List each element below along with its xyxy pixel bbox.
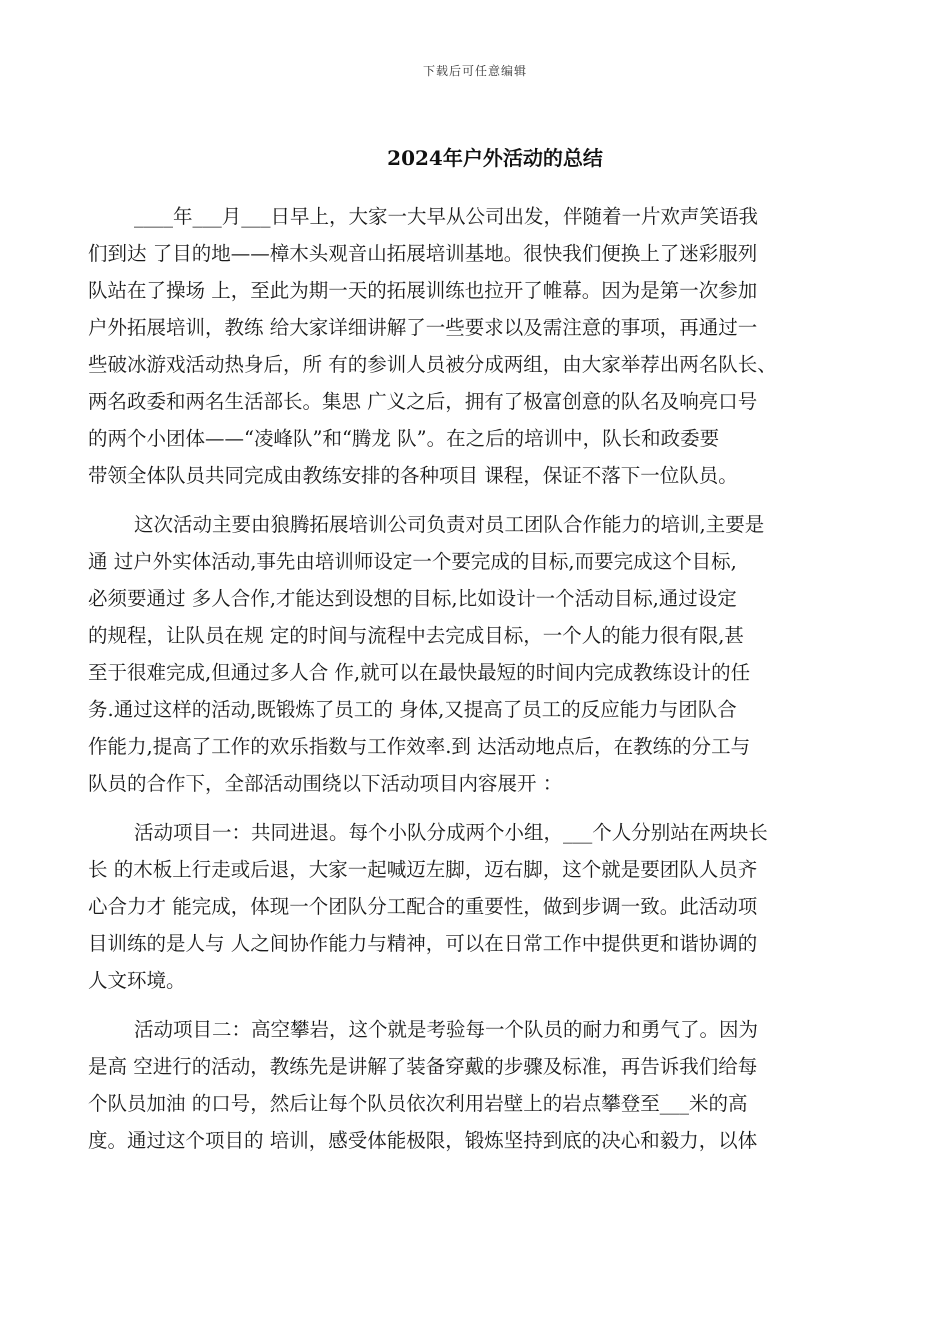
page-header-note: 下载后可任意编辑: [422, 64, 527, 78]
paragraph-line: 队站在了操场 上，至此为期一天的拓展训练也拉开了帷幕。因为是第一次参加: [88, 279, 758, 302]
paragraph-4: [88, 1011, 864, 1159]
paragraph-line: 活动项目二：高空攀岩，这个就是考验每一个队员的耐力和勇气了。因为: [134, 1018, 759, 1041]
paragraph-line: 作能力,提高了工作的欢乐指数与工作效率.到 达活动地点后，在教练的分工与: [88, 735, 751, 758]
paragraph-line: 是高 空进行的活动，教练先是讲解了装备穿戴的步骤及标准，再告诉我们给每: [88, 1055, 758, 1078]
paragraph-line: 们到达 了目的地——樟木头观音山拓展培训基地。很快我们便换上了迷彩服列: [88, 242, 758, 265]
paragraph-line: 目训练的是人与 人之间协作能力与精神，可以在日常工作中提供更和谐协调的: [88, 932, 758, 955]
paragraph-line: 长 的木板上行走或后退，大家一起喊迈左脚，迈右脚，这个就是要团队人员齐: [88, 858, 758, 881]
paragraph-line: 个队员加油 的口号，然后让每个队员依次利用岩壁上的岩点攀登至___米的高: [88, 1092, 748, 1115]
paragraph-line: 带领全体队员共同完成由教练安排的各种项目 课程，保证不落下一位队员。: [88, 464, 738, 487]
paragraph-line: 些破冰游戏活动热身后，所 有的参训人员被分成两组，由大家举荐出两名队长、: [88, 353, 777, 376]
paragraph-3: [88, 814, 864, 999]
paragraph-line: 户外拓展培训，教练 给大家详细讲解了一些要求以及需注意的事项，再通过一: [88, 316, 758, 339]
paragraph-line: 人文环境。: [88, 969, 186, 992]
paragraph-line: 必须要通过 多人合作,才能达到设想的目标,比如设计一个活动目标,通过设定: [88, 587, 737, 610]
paragraph-line: 心合力才 能完成，体现一个团队分工配合的重要性，做到步调一致。此活动项: [88, 895, 758, 918]
paragraph-line: 通 过户外实体活动,事先由培训师设定一个要完成的目标,而要完成这个目标,: [88, 550, 737, 573]
document-title: 2024年户外活动的总结: [387, 146, 603, 170]
paragraph-2: [88, 506, 864, 802]
paragraph-line: 队员的合作下，全部活动围绕以下活动项目内容展开 ：: [88, 772, 563, 795]
document-body: [88, 198, 864, 1159]
paragraph-line: 至于很难完成,但通过多人合 作,就可以在最快最短的时间内完成教练设计的任: [88, 661, 751, 684]
paragraph-line: 务.通过这样的活动,既锻炼了员工的 身体,又提高了员工的反应能力与团队合: [88, 698, 737, 721]
paragraph-line: 度。通过这个项目的 培训，感受体能极限，锻炼坚持到底的决心和毅力，以体: [88, 1129, 758, 1152]
paragraph-line: 的两个小团体——“凌峰队”和“腾龙 队”。在之后的培训中，队长和政委要: [88, 427, 720, 450]
paragraph-line: 两名政委和两名生活部长。集思 广义之后，拥有了极富创意的队名及响亮口号: [88, 390, 758, 413]
paragraph-line: ____年___月___日早上，大家一大早从公司出发，伴随着一片欢声笑语我: [134, 205, 759, 228]
paragraph-line: 这次活动主要由狼腾拓展培训公司负责对员工团队合作能力的培训,主要是: [134, 513, 765, 536]
paragraph-1: [88, 198, 864, 494]
paragraph-line: 的规程，让队员在规 定的时间与流程中去完成目标，一个人的能力很有限,甚: [88, 624, 744, 647]
paragraph-line: 活动项目一：共同进退。每个小队分成两个小组，___个人分别站在两块长: [134, 821, 768, 844]
